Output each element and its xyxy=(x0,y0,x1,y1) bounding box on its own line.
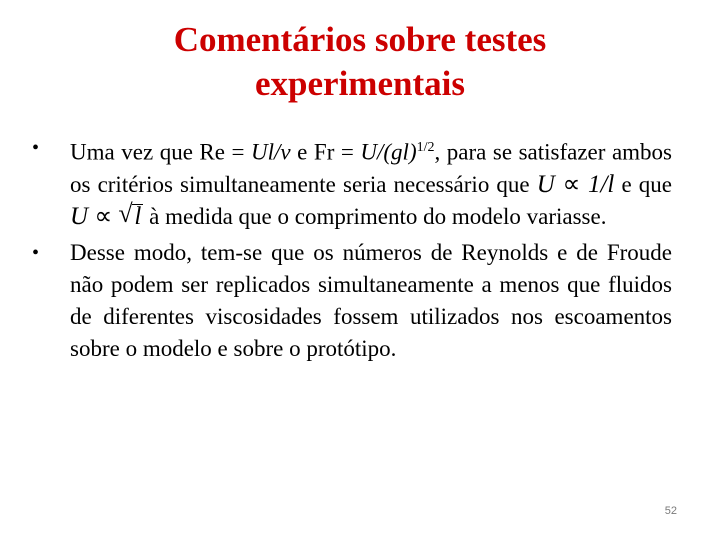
title-line-2: experimentais xyxy=(255,64,465,103)
prop1-rhs: 1/l xyxy=(587,170,615,198)
square-root xyxy=(118,198,143,233)
bullet1-text-a: Uma vez que Re = xyxy=(70,139,252,165)
bullet1-text-c: , para se satisfazer ambos os critérios simultaneamente seria necessário que xyxy=(70,139,672,197)
froude-exponent: 1/2 xyxy=(416,140,435,155)
reynolds-expression: Ul/ν xyxy=(251,139,291,165)
bullet-list xyxy=(32,132,672,365)
page-number: 52 xyxy=(664,505,677,517)
slide-title xyxy=(0,18,720,106)
proportional-symbol-2: ∝ xyxy=(94,202,113,230)
bullet-marker: • xyxy=(32,241,40,264)
bullet-marker: • xyxy=(32,137,40,159)
proportionality-1 xyxy=(537,171,615,198)
title-line-1: Comentários sobre testes xyxy=(173,20,547,59)
bullet2-text: Desse modo, tem-se que os números de Reynolds e de Froude não podem ser replicados simultaneamente a menos que fluidos de diferentes viscosidades fossem utilizados nos escoamentos sobre o modelo e sobre o protótipo. xyxy=(70,239,672,361)
prop2-lhs: U xyxy=(70,202,89,230)
root-radicand: l xyxy=(134,202,142,230)
bullet1-text-e: à medida que o comprimento do modelo variasse. xyxy=(143,203,607,229)
bullet1-text-b: e Fr = xyxy=(290,139,361,165)
proportionality-2 xyxy=(70,198,143,230)
root-symbol: √ xyxy=(118,198,133,228)
bullet1-text-d: e que xyxy=(614,171,672,197)
bullet-item-2 xyxy=(32,237,672,365)
prop1-lhs: U xyxy=(536,170,555,198)
bullet-item-1 xyxy=(32,132,672,233)
froude-expression: U/(gl) xyxy=(360,139,417,165)
proportional-symbol: ∝ xyxy=(562,170,581,198)
